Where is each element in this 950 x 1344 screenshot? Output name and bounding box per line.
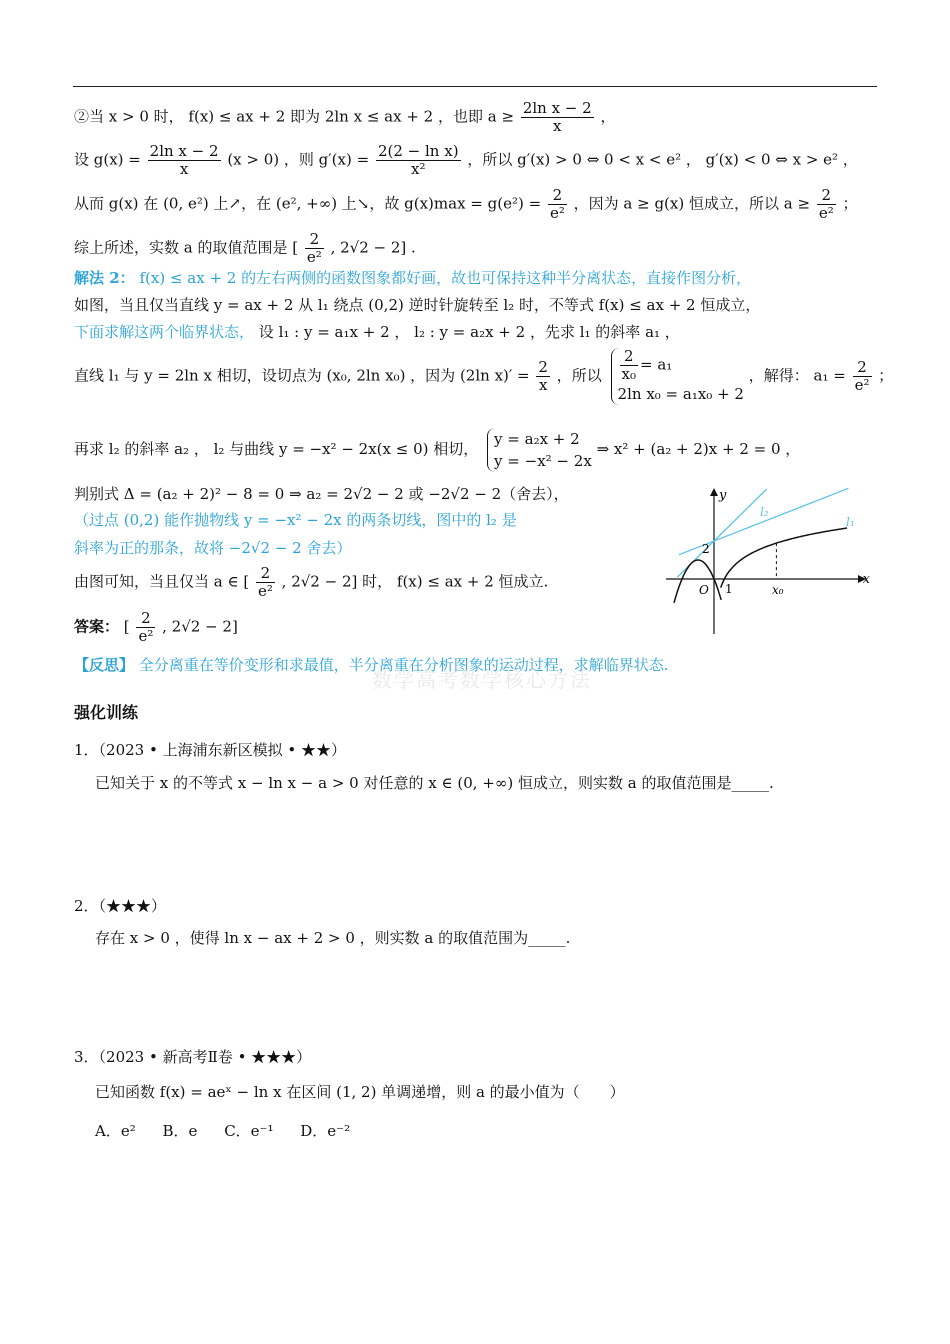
solution-line-3: 从而 g(x) 在 (0, e²) 上↗，在 (e², +∞) 上↘，故 g(x)max = g(e²) = $\frac{2}{\text{e²}}$ ，因为 a ≥ g(x) 恒成立，所以 a ≥ $\frac{2}{\text{e²}}$ ； xyxy=(74,186,858,222)
question-3-text: 已知函数 f(x) = aeˣ − ln x 在区间 (1, 2) 单调递增，则 a 的最小值为（ ） xyxy=(95,1083,625,1101)
origin-label: O xyxy=(699,583,709,597)
question-1-header: 1．（2023 • 上海浦东新区模拟 • ★★） xyxy=(74,741,346,759)
option-c[interactable]: C．e⁻¹ xyxy=(224,1122,274,1140)
fraction: $\frac{2}{\text{e²}}$ xyxy=(258,564,273,600)
fraction: $\frac{2}{\text{e²}}$ xyxy=(818,186,834,222)
reflect-label: 【反思】 xyxy=(74,656,135,674)
method2-line-6: 判别式 Δ = (a₂ + 2)² − 8 = 0 ⇒ a₂ = 2√2 − 2 或 −2√2 − 2（舍去）， xyxy=(74,485,569,503)
option-b[interactable]: B．e xyxy=(162,1122,198,1140)
solution-line-4: 综上所述，实数 a 的取值范围是 [ $\frac{2}{\text{e²}}$ , 2√2 − 2] . xyxy=(74,230,416,266)
two-label: 2 xyxy=(702,542,710,556)
method2-note-1: （过点 (0,2) 能作抛物线 y = −x² − 2x 的两条切线，图中的 l₂ 是 xyxy=(74,511,517,529)
method2-note-2: 斜率为正的那条，故将 −2√2 − 2 舍去） xyxy=(74,539,352,557)
solution-line-1: ②当 x > 0 时， f(x) ≤ ax + 2 即为 2ln x ≤ ax + 2 ，也即 a ≥ $\frac{\text{2ln x − 2}}{x}$ ， xyxy=(74,99,616,135)
equation-system: $\frac{2}{\text{x₀}}$ = a₁ 2ln x₀ = a₁x₀ + 2 xyxy=(611,348,744,405)
answer: 答案： [ $\frac{2}{\text{e²}}$ , 2√2 − 2] xyxy=(74,609,238,645)
practice-heading: 强化训练 xyxy=(74,703,139,722)
one-label: 1 xyxy=(725,582,733,596)
fraction: $\frac{2}{\text{e²}}$ xyxy=(854,358,870,394)
method2-line-2: 如图，当且仅当直线 y = ax + 2 从 l₁ 绕点 (0,2) 逆时针旋转至 l₂ 时，不等式 f(x) ≤ ax + 2 恒成立， xyxy=(74,296,761,314)
fraction: $\frac{\text{2ln x − 2}}{x}$ xyxy=(522,99,592,135)
l1-label: l₁ xyxy=(846,515,855,529)
option-d[interactable]: D．e⁻² xyxy=(300,1122,351,1140)
option-a[interactable]: A．e² xyxy=(95,1122,136,1140)
function-graph xyxy=(662,486,872,636)
y-label: y xyxy=(719,488,727,503)
method2-line-3: 下面求解这两个临界状态， 设 l₁ : y = a₁x + 2 ， l₂ : y = a₂x + 2 ，先求 l₁ 的斜率 a₁ ， xyxy=(74,323,680,341)
fraction: $\frac{2}{\text{e²}}$ xyxy=(549,186,565,222)
fraction: $\frac{2}{\text{e²}}$ xyxy=(306,230,322,266)
question-3-header: 3．（2023 • 新高考Ⅱ卷 • ★★★） xyxy=(74,1048,312,1066)
question-1-text: 已知关于 x 的不等式 x − ln x − a > 0 对任意的 x ∈ (0, +∞) 恒成立，则实数 a 的取值范围是_____. xyxy=(95,774,774,792)
fraction: $\frac{\text{2(2 − ln x)}}{\text{x²}}$ xyxy=(377,142,459,178)
fraction: $\frac{2}{\text{e²}}$ xyxy=(138,609,154,645)
l2-label: l₂ xyxy=(760,505,769,519)
fraction: $\frac{\text{2ln x − 2}}{x}$ xyxy=(149,142,219,178)
method2-line-5: 再求 l₂ 的斜率 a₂ ， l₂ 与曲线 y = −x² − 2x(x ≤ 0) 相切， y = a₂x + 2 y = −x² − 2x ⇒ x² + (a₂ + 2)x + 2 = 0 ， xyxy=(74,430,801,470)
header-rule xyxy=(73,86,877,87)
solution-text: ②当 x > 0 时， f(x) ≤ ax + 2 即为 2ln x ≤ ax + 2 ，也即 a ≥ xyxy=(74,107,515,126)
question-3-options xyxy=(95,1121,350,1141)
y-axis-arrow-icon xyxy=(710,488,718,496)
answer-label: 答案： xyxy=(74,617,120,636)
solution-line-2: 设 g(x) = $\frac{\text{2ln x − 2}}{x}$ (x > 0) ，则 g′(x) = $\frac{\text{2(2 − ln x)}}{\text{x²}}$ ，所以 g′(x) > 0 ⇔ 0 < x < e² ， g′(x) < 0 ⇔ x > e² ， xyxy=(74,142,858,178)
method2-intro: 解法 2： f(x) ≤ ax + 2 的左右两侧的函数图象都好画，故也可保持这种半分离状态，直接作图分析， xyxy=(74,269,752,287)
fraction: $\frac{2}{x}$ xyxy=(538,358,548,394)
reflection: 【反思】 全分离重在等价变形和求最值，半分离重在分析图象的运动过程，求解临界状态. xyxy=(74,656,669,674)
watermark: 数学高考数学核心方法 xyxy=(372,668,592,692)
method2-label: 解法 2： xyxy=(74,269,135,287)
question-2-text: 存在 x > 0 ，使得 ln x − ax + 2 > 0 ，则实数 a 的取值范围为_____. xyxy=(95,929,571,947)
method2-conclusion: 由图可知，当且仅当 a ∈ [ $\frac{2}{\text{e²}}$ , 2√2 − 2] 时， f(x) ≤ ax + 2 恒成立. xyxy=(74,564,549,600)
question-2-header: 2．（★★★） xyxy=(74,897,167,915)
x-label: x xyxy=(862,572,870,587)
method2-line-4: 直线 l₁ 与 y = 2ln x 相切，设切点为 (x₀, 2ln x₀) ，因为 (2ln x)′ = $\frac{2}{x}$ ，所以 $\frac{2}{\text{x₀}}$ = a₁ 2ln x₀ = a₁x₀ + 2 ，解得： a₁ = $\frac{2}{\text{e²}}$ ； xyxy=(74,347,894,403)
x0-label: x₀ xyxy=(772,583,784,597)
equation-system: y = a₂x + 2 y = −x² − 2x xyxy=(487,428,592,472)
